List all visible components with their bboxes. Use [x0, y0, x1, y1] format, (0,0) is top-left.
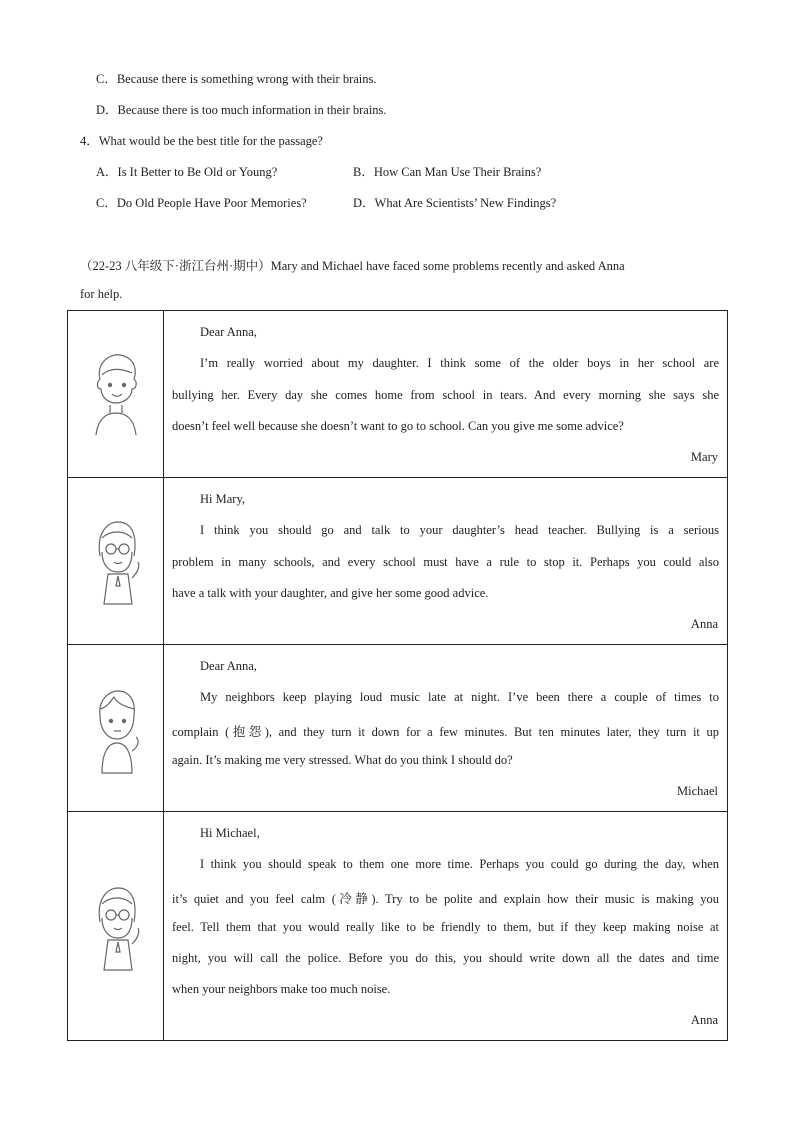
mary-avatar-icon: [88, 349, 144, 439]
letter-line: when your neighbors make too much noise.: [172, 982, 391, 996]
passage-intro-line-1: （22-23 八年级下·浙江台州·期中）Mary and Michael have faced some problems recently and asked Anna: [80, 259, 625, 273]
letter-line: feel. Tell them that you would really like to be friendly to them, but if they keep making noise at: [172, 920, 719, 934]
letter-line: complain (抱怨), and they turn it down for a few minutes. But ten minutes later, they turn it up: [172, 725, 719, 739]
michael-avatar-icon: [88, 685, 144, 775]
q4-option-d: D．What Are Scientists’ New Findings?: [353, 196, 557, 210]
letter-row-mary: [68, 311, 728, 478]
q3-option-d: D．Because there is too much information in their brains.: [96, 103, 387, 117]
letter-row-anna-2: [68, 812, 728, 1041]
q4-option-b: B．How Can Man Use Their Brains?: [353, 165, 542, 179]
letter-cell: [164, 478, 728, 645]
letter-line: again. It’s making me very stressed. What do you think I should do?: [172, 753, 513, 767]
q4-stem: 4．What would be the best title for the passage?: [80, 134, 323, 148]
letter-line: I’m really worried about my daughter. I think some of the older boys in her school are: [200, 356, 719, 370]
letter-line: I think you should go and talk to your daughter’s head teacher. Bullying is a serious: [200, 523, 719, 537]
avatar-cell: [68, 311, 164, 478]
letter-line: My neighbors keep playing loud music late at night. I’ve been there a couple of times to: [200, 690, 719, 704]
letter-row-anna-1: [68, 478, 728, 645]
letter-cell: [164, 645, 728, 812]
avatar-cell: [68, 812, 164, 1041]
passage-intro-line-2: for help.: [80, 287, 123, 301]
letter-cell: [164, 812, 728, 1041]
letter-signature: Mary: [690, 450, 718, 464]
letter-signature: Michael: [677, 784, 718, 798]
letter-signature: Anna: [690, 617, 718, 631]
letter-greeting: Hi Mary,: [200, 492, 246, 506]
letter-line: it’s quiet and you feel calm (冷静). Try to be polite and explain how their music is making you: [172, 892, 719, 906]
letter-signature: Anna: [690, 1013, 718, 1027]
letter-row-michael: [68, 645, 728, 812]
letters-table: [67, 310, 728, 1041]
letter-line: night, you will call the police. Before you do this, you should write down all the dates and time: [172, 951, 719, 965]
q3-option-c: C．Because there is something wrong with their brains.: [96, 72, 377, 86]
avatar-cell: [68, 645, 164, 812]
letter-line: I think you should speak to them one more time. Perhaps you could go during the day, when: [200, 857, 719, 871]
letter-line: doesn’t feel well because she doesn’t want to go to school. Can you give me some advice?: [172, 419, 624, 433]
letter-line: problem in many schools, and every school must have a rule to stop it. Perhaps you could also: [172, 555, 719, 569]
letter-line: bullying her. Every day she comes home from school in tears. And every morning she says she: [172, 388, 719, 402]
q4-option-a: A．Is It Better to Be Old or Young?: [96, 165, 278, 179]
letter-greeting: Dear Anna,: [200, 659, 257, 673]
letter-greeting: Hi Michael,: [200, 826, 260, 840]
letter-line: have a talk with your daughter, and give her some good advice.: [172, 586, 489, 600]
anna-avatar-icon: [88, 516, 144, 606]
letter-greeting: Dear Anna,: [200, 325, 257, 339]
q4-option-c: C．Do Old People Have Poor Memories?: [96, 196, 307, 210]
anna-avatar-icon: [88, 882, 144, 972]
letter-cell: [164, 311, 728, 478]
avatar-cell: [68, 478, 164, 645]
